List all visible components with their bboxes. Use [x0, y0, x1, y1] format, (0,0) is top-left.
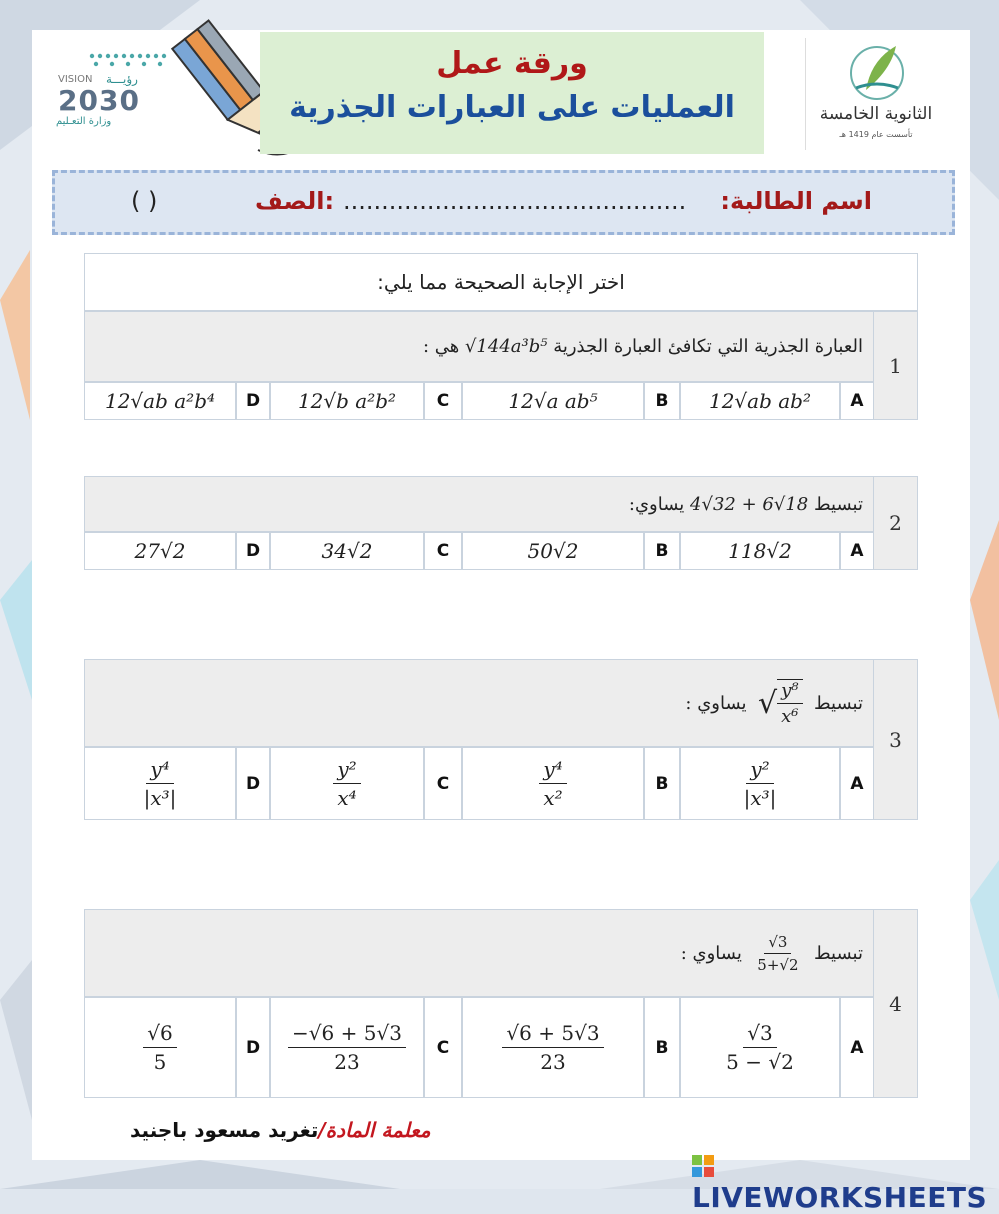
expr-numerator: y⁸: [777, 680, 802, 704]
option-numerator: y⁴: [539, 757, 566, 784]
question-text-pre: العبارة الجذرية التي تكافئ العبارة الجذرية: [553, 336, 863, 357]
school-founded: تأسست عام 1419 هـ: [839, 130, 913, 139]
option-denominator: 5: [153, 1050, 167, 1074]
school-name: الثانوية الخامسة: [819, 104, 933, 124]
liveworksheets-brand: [692, 1148, 999, 1214]
option-numerator: y⁴: [146, 757, 173, 784]
question-number: 2: [873, 476, 918, 570]
question-expression: [753, 933, 802, 974]
option-letter: B: [644, 382, 680, 420]
option-numerator: −√6 + 5√3: [288, 1021, 406, 1048]
class-field[interactable]: ( ): [131, 187, 158, 215]
option-numerator: y²: [746, 757, 773, 784]
vision-year: 2030: [58, 84, 140, 117]
question-text-post: يساوي :: [685, 692, 747, 714]
option-denominator: 23: [540, 1050, 566, 1074]
student-name-field[interactable]: .............................................: [343, 187, 687, 215]
liveworksheets-logo-icon: [692, 1155, 714, 1177]
student-info-bar: [52, 170, 955, 235]
question-text: [84, 909, 874, 997]
question-text: [84, 476, 874, 532]
question-expression: √ $\frac{\text{y⁸}}{\text{x⁶}}$: [758, 679, 803, 727]
question-expression: √144a³b⁵: [464, 336, 548, 357]
option-b[interactable]: [462, 747, 644, 820]
option-letter: D: [236, 997, 270, 1098]
option-letter: C: [424, 997, 462, 1098]
option-denominator: 5 − √2: [726, 1050, 794, 1074]
option-numerator: √3: [743, 1021, 776, 1048]
option-letter: C: [424, 532, 462, 570]
option-b[interactable]: [462, 997, 644, 1098]
option-c[interactable]: [270, 747, 424, 820]
option-denominator: x²: [543, 786, 563, 810]
option-a[interactable]: 118√2: [680, 532, 840, 570]
option-letter: B: [644, 532, 680, 570]
option-d[interactable]: 12√ab a²b⁴: [84, 382, 236, 420]
brand-text: LIVEWORKSHEETS: [692, 1181, 988, 1214]
option-numerator: √6: [143, 1021, 176, 1048]
option-a[interactable]: [680, 747, 840, 820]
class-label: الصف:: [255, 187, 335, 215]
question-text: [84, 659, 874, 747]
vision-arabic: رؤيـــة: [106, 72, 138, 86]
question-text-pre: تبسيط: [813, 692, 863, 714]
option-a[interactable]: 12√ab ab²: [680, 382, 840, 420]
option-letter: B: [644, 747, 680, 820]
option-letter: C: [424, 747, 462, 820]
option-b[interactable]: 12√a ab⁵: [462, 382, 644, 420]
question-number: 3: [873, 659, 918, 820]
option-letter: A: [840, 747, 874, 820]
worksheet-subtitle: العمليات على العبارات الجذرية: [289, 90, 735, 125]
option-numerator: √6 + 5√3: [502, 1021, 603, 1048]
vision-2030-logo: [52, 50, 172, 130]
question-text-pre: تبسيط: [813, 942, 863, 964]
option-denominator: 23: [334, 1050, 360, 1074]
option-a[interactable]: [680, 997, 840, 1098]
option-denominator: |x³|: [743, 786, 777, 810]
option-c[interactable]: 12√b a²b²: [270, 382, 424, 420]
teacher-name: تغريد مسعود باجنيد: [130, 1118, 319, 1142]
ministry-name: وزارة التعـليم: [56, 116, 112, 127]
option-d[interactable]: 27√2: [84, 532, 236, 570]
student-name-label: اسم الطالبة:: [720, 187, 872, 215]
question-number: 1: [873, 311, 918, 420]
question-text-pre: تبسيط: [813, 493, 863, 515]
option-c[interactable]: 34√2: [270, 532, 424, 570]
option-c[interactable]: [270, 997, 424, 1098]
expr-denominator: x⁶: [781, 706, 799, 727]
option-numerator: y²: [333, 757, 360, 784]
option-letter: D: [236, 747, 270, 820]
vision-word: VISION: [58, 74, 93, 85]
question-expression: 4√32 + 6√18: [690, 493, 809, 515]
worksheet-title: ورقة عمل: [436, 46, 588, 81]
question-text: [84, 311, 874, 382]
option-letter: A: [840, 382, 874, 420]
teacher-label: معلمة المادة/: [318, 1118, 431, 1142]
option-letter: D: [236, 382, 270, 420]
question-text-post: يساوي :: [680, 942, 742, 964]
option-letter: A: [840, 997, 874, 1098]
instructions: اختر الإجابة الصحيحة مما يلي:: [84, 253, 918, 311]
option-d[interactable]: [84, 747, 236, 820]
option-denominator: x⁴: [337, 786, 357, 810]
option-letter: A: [840, 532, 874, 570]
option-letter: C: [424, 382, 462, 420]
option-letter: D: [236, 532, 270, 570]
question-number: 4: [873, 909, 918, 1098]
option-letter: B: [644, 997, 680, 1098]
expr-numerator: √3: [764, 933, 791, 954]
question-text-post: يساوي:: [628, 493, 685, 515]
question-text-post: هي :: [422, 336, 460, 357]
title-box: [260, 32, 764, 154]
feather-book-icon: [846, 40, 908, 102]
option-d[interactable]: [84, 997, 236, 1098]
option-b[interactable]: 50√2: [462, 532, 644, 570]
expr-denominator: 5+√2: [757, 955, 799, 974]
option-denominator: |x³|: [143, 786, 177, 810]
school-logo: [805, 38, 945, 150]
teacher-signature: [130, 1118, 431, 1142]
